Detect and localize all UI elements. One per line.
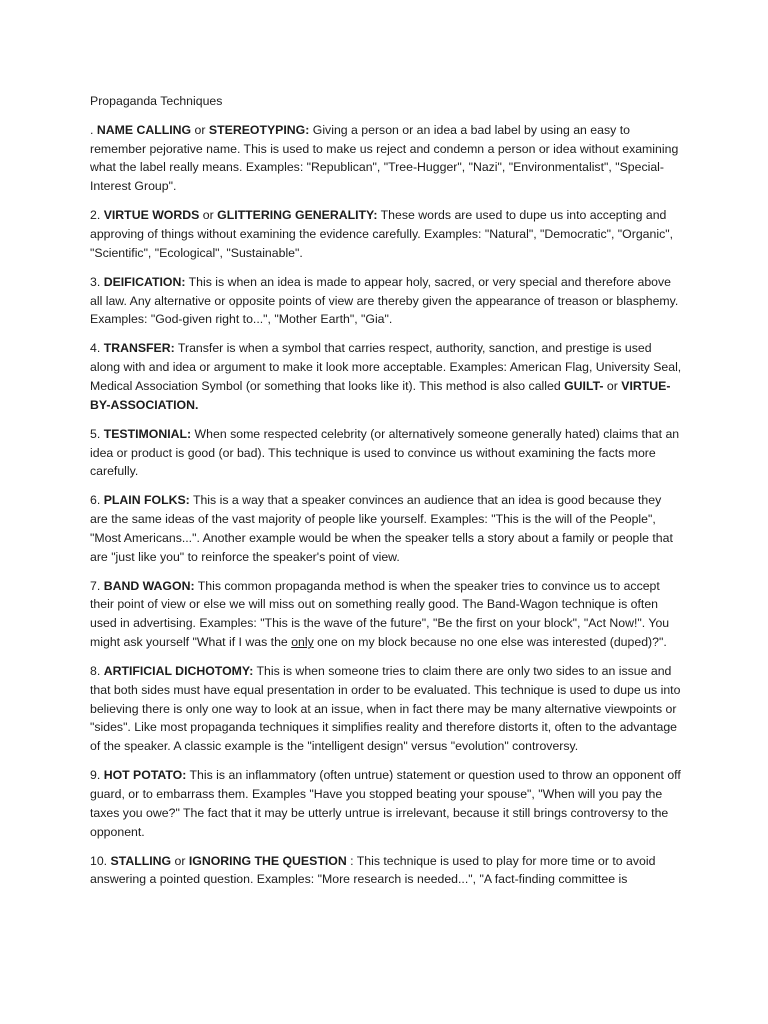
term-transfer: TRANSFER: [103,341,175,356]
term-name-calling: NAME CALLING [96,122,192,137]
paragraph-text: This is an inflammatory (often untrue) statement or question used to throw an opponent off guard, or to embarrass them. Examples "Have you stopped beating your spouse", "When will you pay the taxes you owe?" The fact that it may be utterly untrue is irrelevant, because it still brings controversy to the opponent. [90,768,681,839]
paragraph-text: These words are used to dupe us into accepting and approving of things without examining the evidence carefully. Examples: "Natural", "Democratic", "Organic", "Scientific", "Ecological", "Sustainable". [90,208,674,260]
paragraph-stalling [90,852,682,890]
term-deification: DEIFICATION: [103,274,186,289]
term-band-wagon: BAND WAGON: [103,578,195,593]
document-title: Propaganda Techniques [90,94,223,108]
term-connector: or [171,853,189,868]
term-stereotyping: STEREOTYPING: [208,122,310,137]
paragraph-number: 10. [90,853,111,868]
paragraph-text: This is when an idea is made to appear holy, sacred, or very special and therefore above all law. Any alternative or opposite points of view are thereby given the appearance of treason or blasphemy. Examples: "God-given right to...", "Mother Earth", "Gia". [90,274,679,327]
term-hot-potato: HOT POTATO: [103,768,187,783]
paragraph-transfer [90,339,682,414]
paragraph-virtue-words [90,206,682,262]
term-connector: or [603,378,622,393]
term-testimonial: TESTIMONIAL: [103,426,192,441]
paragraph-deification [90,273,682,329]
paragraph-text: Transfer is when a symbol that carries respect, authority, sanction, and prestige is used along with and idea or argument to make it look more acceptable. Examples: American Flag, University Seal, Medical Association Symbol (or something that looks like it). This method is also called [90,341,682,393]
paragraph-number: 5. [90,426,104,441]
term-artificial-dichotomy: ARTIFICIAL DICHOTOMY: [103,664,254,679]
term-connector: or [199,208,218,223]
paragraph-band-wagon [90,577,682,652]
term-guilt: GUILT- [564,378,604,393]
paragraph-hot-potato [90,766,682,841]
paragraph-text: This common propaganda method is when the speaker tries to convince us to accept their point of view or else we will miss out on something really good. The Band-Wagon technique is often used in advertising. Examples: "This is the wave of the future", "Be the first on your block", "Act Now!". You might ask yourself "What if I was the [90,578,670,650]
paragraph-number: 7. [90,578,104,593]
paragraph-plain-folks [90,491,682,566]
paragraph-artificial-dichotomy [90,662,682,756]
paragraph-text-continued: one on my block because no one else was interested (duped)?". [313,635,667,650]
term-virtue-words: VIRTUE WORDS [103,208,200,223]
paragraph-number: 2. [90,208,104,223]
document-body [90,92,682,899]
paragraph-text: Giving a person or an idea a bad label by using an easy to remember pejorative name. This is used to make us reject and condemn a person or idea without examining what the label really means. Examples: "Republican", "Tree-Hugger", "Nazi", "Environmentalist", "Special-Interest Group". [90,122,679,194]
paragraph-text: This is when someone tries to claim there are only two sides to an issue and that both sides must have equal presentation in order to be evaluated. This technique is used to dupe us into believing there is only one way to look at an issue, when in fact there may be many alternative viewpoints or "sides". Like most propaganda techniques it simplifies reality and therefore distorts it, often to the advantage of the speaker. A classic example is the "intelligent design" versus "evolution" controversy. [90,664,681,754]
paragraph-text: : This technique is used to play for more time or to avoid answering a pointed question. Examples: "More research is needed...", "A fact-finding committee is [90,853,656,887]
paragraph-number: 9. [90,768,104,783]
term-glittering-generality: GLITTERING GENERALITY: [217,208,378,223]
term-stalling: STALLING [110,853,172,868]
paragraph-number: 6. [90,493,104,508]
term-virtue-by-association: VIRTUE-BY-ASSOCIATION. [90,378,671,412]
term-plain-folks: PLAIN FOLKS: [103,493,190,508]
paragraph-number: . [90,122,97,137]
paragraph-number: 3. [90,274,104,289]
paragraph-name-calling [90,121,682,196]
paragraph-number: 8. [90,664,104,679]
paragraph-text: When some respected celebrity (or alternatively someone generally hated) claims that an idea or product is good (or bad). This technique is used to convince us without examining the facts more carefully. [90,426,680,479]
paragraph-number: 4. [90,341,104,356]
paragraph-text: This is a way that a speaker convinces an audience that an idea is good because they are the same ideas of the vast majority of people like yourself. Examples: "This is the will of the People", "Most Americans...". Another example would be when the speaker tells a story about a family or people that are "just like you" to reinforce the speaker's point of view. [90,493,673,564]
paragraph-testimonial [90,425,682,481]
term-ignoring-the-question: IGNORING THE QUESTION [188,853,347,868]
term-connector: or [191,122,209,137]
underlined-word: only [291,635,314,650]
